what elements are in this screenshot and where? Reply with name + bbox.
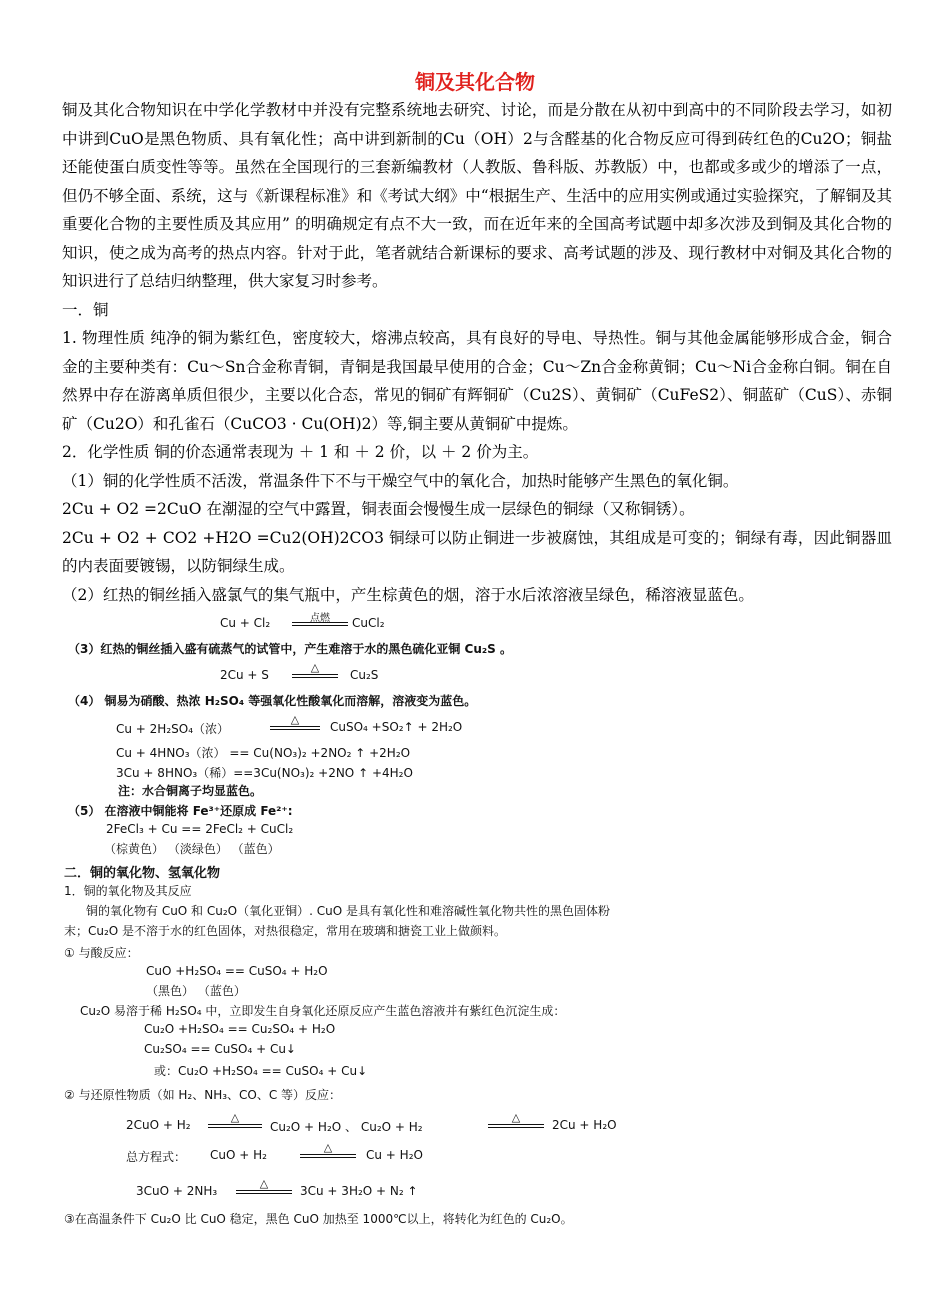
acid-reaction-heading: ① 与酸反应： (64, 946, 139, 960)
section-2-heading: 二．铜的氧化物、氢氧化物 (64, 866, 221, 881)
eq-4a-left: Cu + 2H₂SO₄（浓） (116, 722, 230, 736)
high-temperature-text: ③在高温条件下 Cu₂O 比 CuO 稳定，黑色 CuO 加热至 1000℃以上，将转化为红色的 Cu₂O。 (64, 1212, 573, 1226)
eq-cucl2-arrow (292, 613, 348, 626)
delta-icon: △ (310, 661, 320, 674)
delta-icon: △ (259, 1177, 269, 1190)
section-2-1-text-2: 末；Cu₂O 是不溶于水的红色固体，对热很稳定，常用在玻璃和搪瓷工业上做颜料。 (64, 924, 507, 938)
eq-r1-arrow-1 (208, 1111, 262, 1128)
reducing-reaction-heading: ② 与还原性物质（如 H₂、NH₃、CO、C 等）反应： (64, 1088, 342, 1102)
eq-cu2s-left: 2Cu + S (220, 668, 269, 682)
eq-cu2s-arrow (292, 661, 338, 678)
chemical-properties-heading: 2．化学性质 铜的价态通常表现为 ＋ 1 和 ＋ 2 价，以 ＋ 2 价为主。 (62, 443, 539, 461)
delta-icon: △ (230, 1111, 240, 1124)
eq-acid-3: Cu₂SO₄ == CuSO₄ + Cu↓ (144, 1042, 296, 1056)
eq-acid-1-colors: （黑色） （蓝色） (146, 984, 246, 998)
eq-r1-right-2: 2Cu + H₂O (552, 1118, 617, 1132)
eq-4c: 3Cu + 8HNO₃（稀）==3Cu(NO₃)₂ +2NO ↑ +4H₂O (116, 766, 413, 780)
note-4: 注：水合铜离子均显蓝色。 (118, 784, 263, 798)
item-5-text: （5） 在溶液中铜能将 Fe³⁺还原成 Fe²⁺: (68, 804, 293, 818)
delta-icon: △ (511, 1111, 521, 1124)
scanned-equations-figure (60, 612, 900, 1302)
eq-total-right: Cu + H₂O (366, 1148, 423, 1162)
section-copper-heading: 一．铜 (62, 300, 109, 319)
total-equation-label: 总方程式： (126, 1150, 187, 1164)
eq-nh3-arrow (236, 1177, 292, 1194)
item-4-text: （4） 铜易为硝酸、热浓 H₂SO₄ 等强氧化性酸氧化而溶解，溶液变为蓝色。 (68, 694, 477, 708)
eq-acid-4: 或：Cu₂O +H₂SO₄ == CuSO₄ + Cu↓ (154, 1064, 368, 1078)
eq-4a-arrow (270, 713, 320, 730)
eq-cucl2-condition: 点燃 (310, 613, 330, 624)
eq-5-colors: （棕黄色） （淡绿色） （蓝色） (104, 842, 280, 856)
physical-properties-paragraph: 1. 物理性质 纯净的铜为紫红色，密度较大，熔沸点较高，具有良好的导电、导热性。铜与其他金属能够形成合金，铜合金的主要种类有：Cu～Sn合金称青铜，青铜是我国最早使用的合金；Cu～Zn合金称黄铜；Cu～Ni合金称白铜。铜在自然界中存在游离单质但很少，主要以化合态，常见的铜矿有辉铜矿（Cu2S）、黄铜矿（CuFeS2）、铜蓝矿（CuS）、赤铜矿（Cu2O）和孔雀石（CuCO3 · Cu(OH)2）等,铜主要从黄铜矿中提炼。 (62, 329, 892, 433)
eq-cu2s-right: Cu₂S (350, 668, 379, 682)
delta-icon: △ (323, 1141, 333, 1154)
chem-item-1: （1）铜的化学性质不活泼，常温条件下不与干燥空气中的氧化合，加热时能够产生黑色的氧化铜。 (62, 471, 739, 490)
eq-r1-left: 2CuO + H₂ (126, 1118, 191, 1132)
cu2o-acid-text: Cu₂O 易溶于稀 H₂SO₄ 中，立即发生自身氧化还原反应产生蓝色溶液并有紫红色沉淀生成： (80, 1004, 566, 1018)
eq-5: 2FeCl₃ + Cu == 2FeCl₂ + CuCl₂ (106, 822, 294, 836)
eq-nh3-right: 3Cu + 3H₂O + N₂ ↑ (300, 1184, 418, 1198)
chem-equation-verdigris: 2Cu + O2 + CO2 +H2O =Cu2(OH)2CO3 铜绿可以防止铜进一步被腐蚀，其组成是可变的；铜绿有毒，因此铜器皿的内表面要镀锡，以防铜绿生成。 (62, 528, 892, 575)
body-text (62, 96, 892, 609)
section-2-1-text-1: 铜的氧化物有 CuO 和 Cu₂O（氧化亚铜）. CuO 是具有氧化性和难溶碱性氧化物共性的黑色固体粉 (86, 904, 610, 918)
intro-paragraph: 铜及其化合物知识在中学化学教材中并没有完整系统地去研究、讨论，而是分散在从初中到高中的不同阶段去学习，如初中讲到CuO是黑色物质、具有氧化性；高中讲到新制的Cu（OH）2与含醛基的化合物反应可得到砖红色的Cu2O；铜盐还能使蛋白质变性等等。虽然在全国现行的三套新编教材（人教版、鲁科版、苏教版）中，也都或多或少的增添了一点，但仍不够全面、系统，这与《新课程标准》和《考试大纲》中“根据生产、生活中的应用实例或通过实验探究，了解铜及其重要化合物的主要性质及其应用” 的明确规定有点不大一致，而在近年来的全国高考试题中却多次涉及到铜及其化合物的知识，使之成为高考的热点内容。针对于此，笔者就结合新课标的要求、高考试题的涉及、现行教材中对铜及其化合物的知识进行了总结归纳整理，供大家复习时参考。 (62, 101, 892, 290)
chem-equation-oxidation: 2Cu + O2 =2CuO 在潮湿的空气中露置，铜表面会慢慢生成一层绿色的铜绿（又称铜锈）。 (62, 500, 695, 518)
eq-r1-right: Cu₂O + H₂O 、 Cu₂O + H₂ (270, 1120, 423, 1134)
eq-acid-2: Cu₂O +H₂SO₄ == Cu₂SO₄ + H₂O (144, 1022, 336, 1036)
delta-icon: △ (290, 713, 300, 726)
eq-acid-1: CuO +H₂SO₄ == CuSO₄ + H₂O (146, 964, 328, 978)
eq-nh3-left: 3CuO + 2NH₃ (136, 1184, 218, 1198)
eq-4a-right: CuSO₄ +SO₂↑ + 2H₂O (330, 720, 463, 734)
eq-cucl2-left: Cu + Cl₂ (220, 616, 271, 630)
eq-cucl2-right: CuCl₂ (352, 616, 385, 630)
eq-total-arrow (300, 1141, 356, 1158)
section-2-1-heading: 1．铜的氧化物及其反应 (64, 884, 192, 898)
eq-total-left: CuO + H₂ (210, 1148, 267, 1162)
document-title: 铜及其化合物 (415, 70, 535, 94)
item-3-text: （3）红热的铜丝插入盛有硫蒸气的试管中，产生难溶于水的黑色硫化亚铜 Cu₂S 。 (68, 642, 512, 656)
eq-r1-arrow-2 (488, 1111, 544, 1128)
eq-4b: Cu + 4HNO₃（浓） == Cu(NO₃)₂ +2NO₂ ↑ +2H₂O (116, 746, 411, 760)
chem-item-2: （2）红热的铜丝插入盛氯气的集气瓶中，产生棕黄色的烟，溶于水后浓溶液呈绿色，稀溶液显蓝色。 (62, 585, 754, 604)
